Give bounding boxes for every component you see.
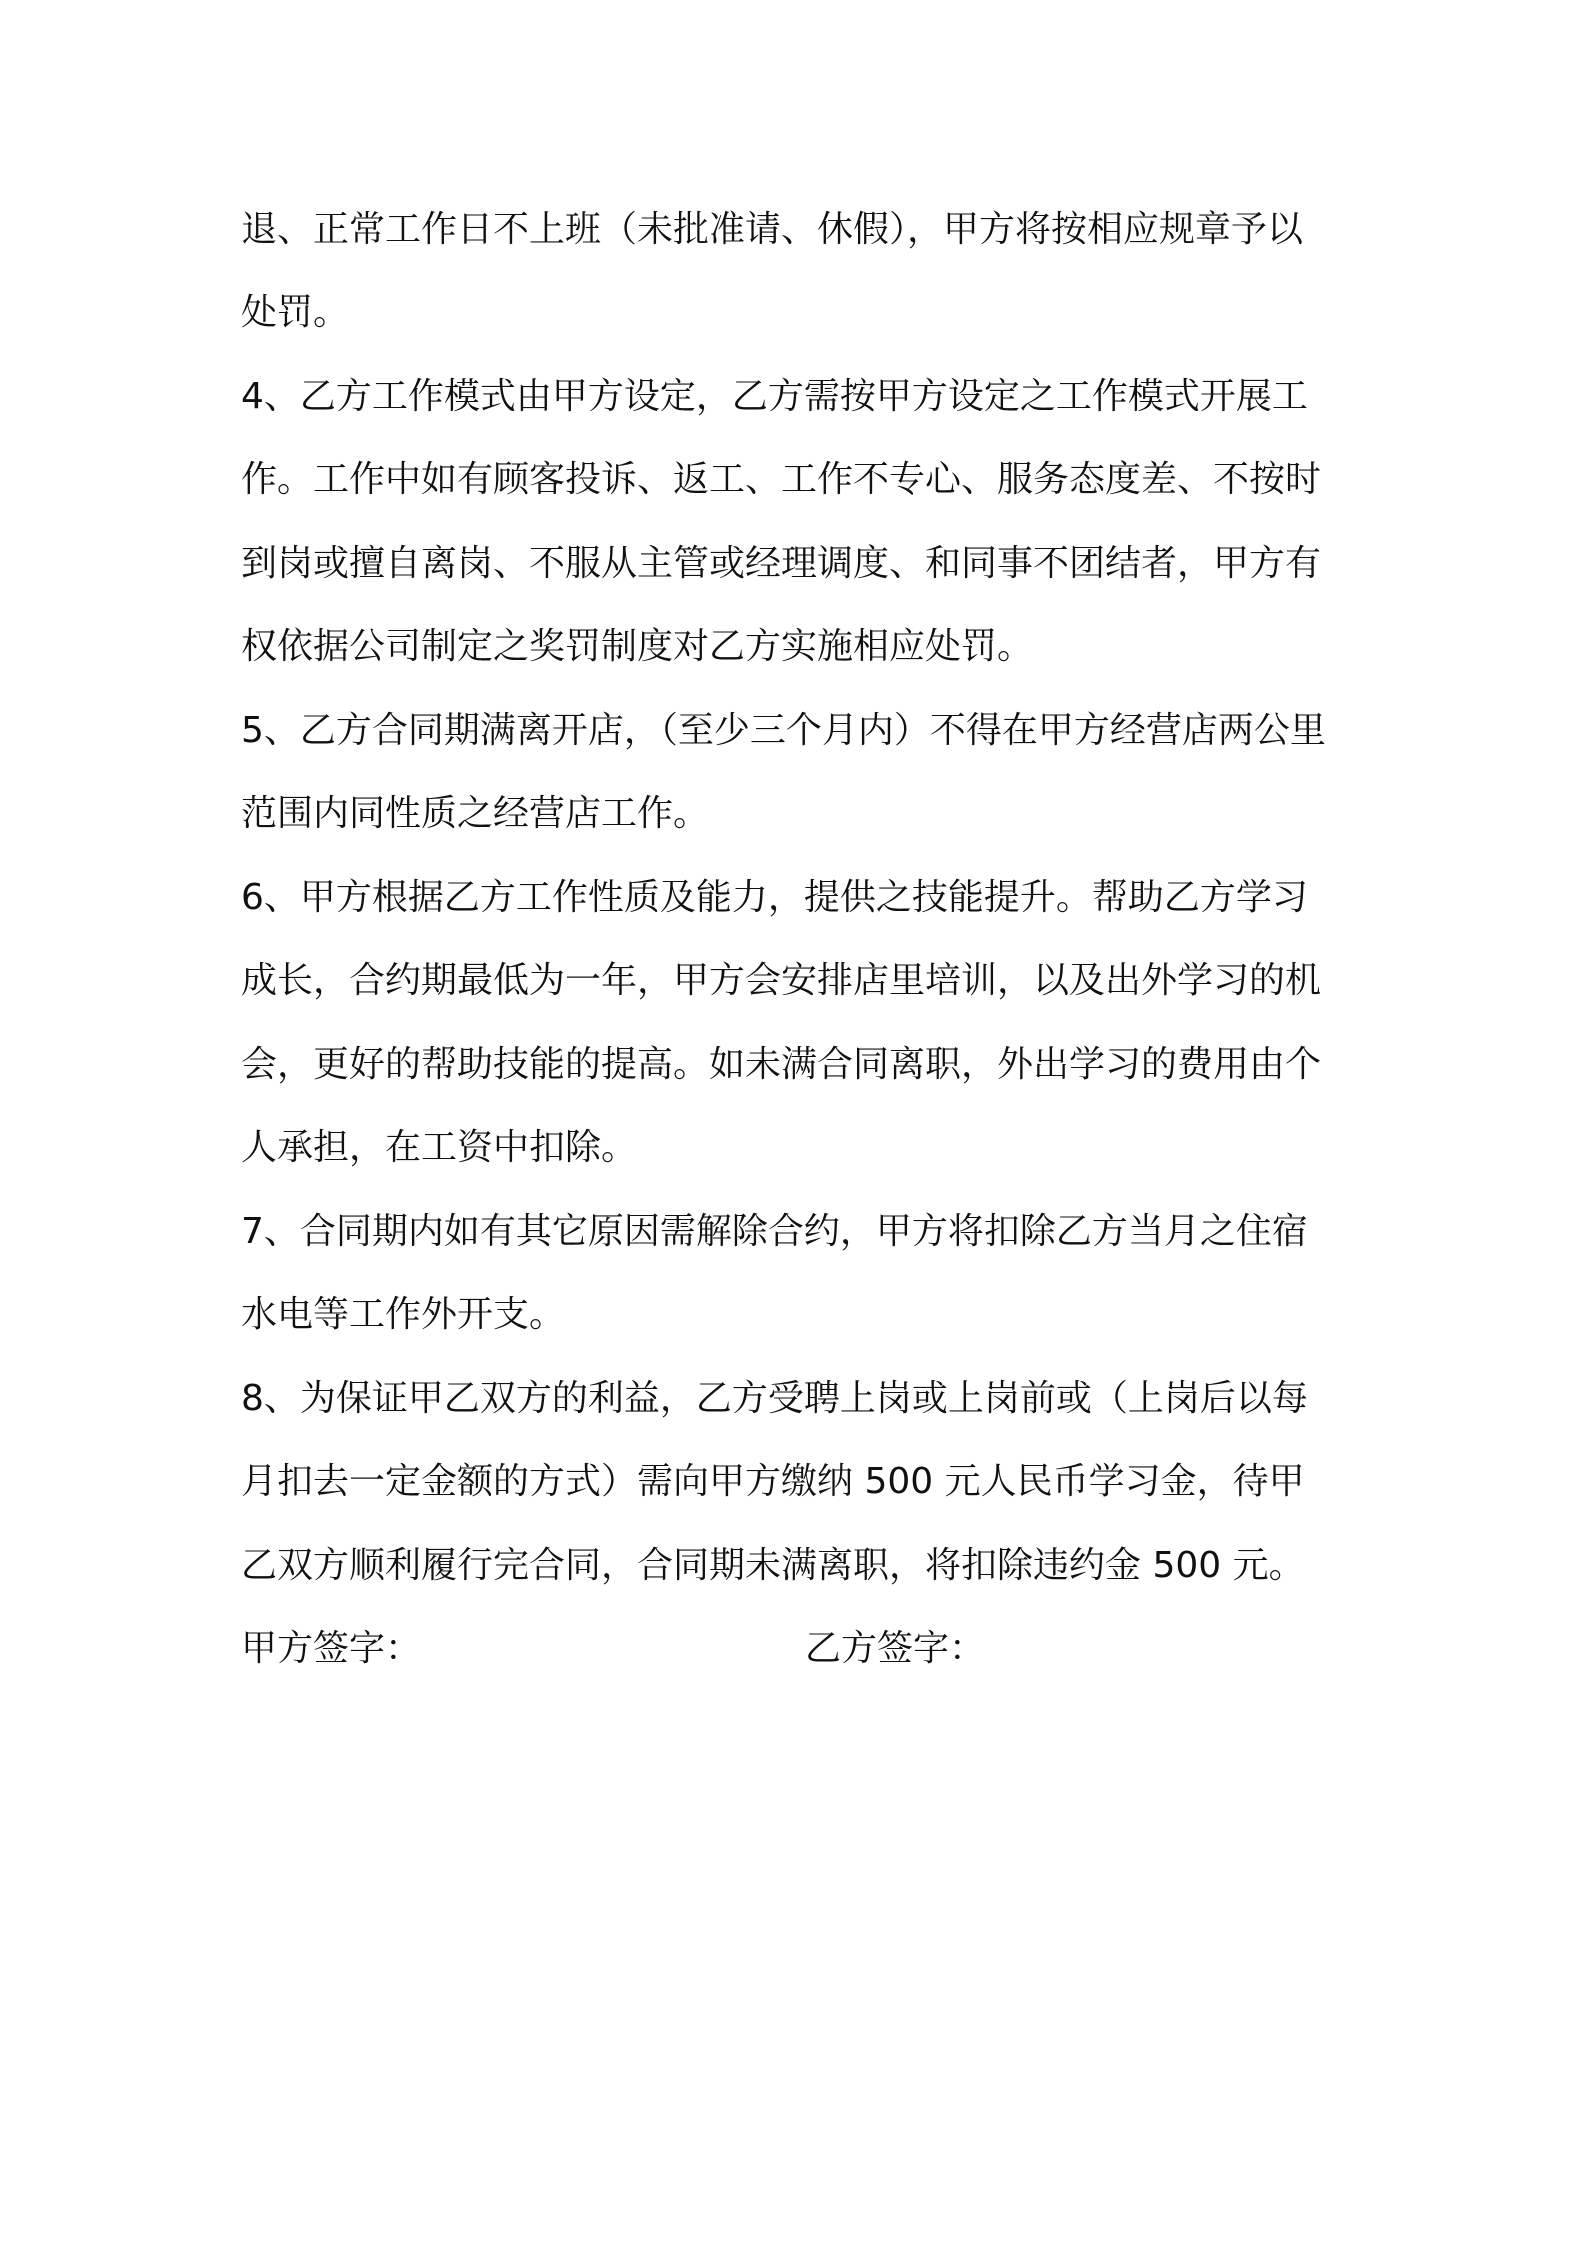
text-line: 权依据公司制定之奖罚制度对乙方实施相应处罚。 (241, 626, 1034, 667)
text-line: 7、合同期内如有其它原因需解除合约，甲方将扣除乙方当月之住宿 (241, 1211, 1308, 1252)
text-line: 人承担，在工资中扣除。 (241, 1127, 638, 1168)
text-line: 退、正常工作日不上班（未批准请、休假），甲方将按相应规章予以 (241, 209, 1304, 250)
text-line: 水电等工作外开支。 (241, 1294, 566, 1335)
signature-party-b-label: 乙方签字： (805, 1628, 986, 1669)
text-line: 8、为保证甲乙双方的利益，乙方受聘上岗或上岗前或（上岗后以每 (241, 1378, 1308, 1419)
text-line: 作。工作中如有顾客投诉、返工、工作不专心、服务态度差、不按时 (241, 459, 1322, 500)
text-line: 5、乙方合同期满离开店，（至少三个月内）不得在甲方经营店两公里 (241, 710, 1326, 751)
text-line: 处罚。 (241, 292, 350, 333)
text-line: 到岗或擅自离岗、不服从主管或经理调度、和同事不团结者，甲方有 (241, 543, 1322, 584)
signature-party-a-label: 甲方签字： (241, 1628, 422, 1669)
text-line: 6、甲方根据乙方工作性质及能力，提供之技能提升。帮助乙方学习 (241, 877, 1308, 918)
text-line: 4、乙方工作模式由甲方设定，乙方需按甲方设定之工作模式开展工 (241, 376, 1308, 417)
text-line: 月扣去一定金额的方式）需向甲方缴纳 500 元人民币学习金，待甲 (241, 1461, 1305, 1502)
text-line: 会，更好的帮助技能的提高。如未满合同离职，外出学习的费用由个 (241, 1044, 1322, 1085)
text-line: 范围内同性质之经营店工作。 (241, 793, 710, 834)
text-line: 成长，合约期最低为一年，甲方会安排店里培训，以及出外学习的机 (241, 960, 1322, 1001)
text-line: 乙双方顺利履行完合同，合同期未满离职，将扣除违约金 500 元。 (241, 1545, 1305, 1586)
